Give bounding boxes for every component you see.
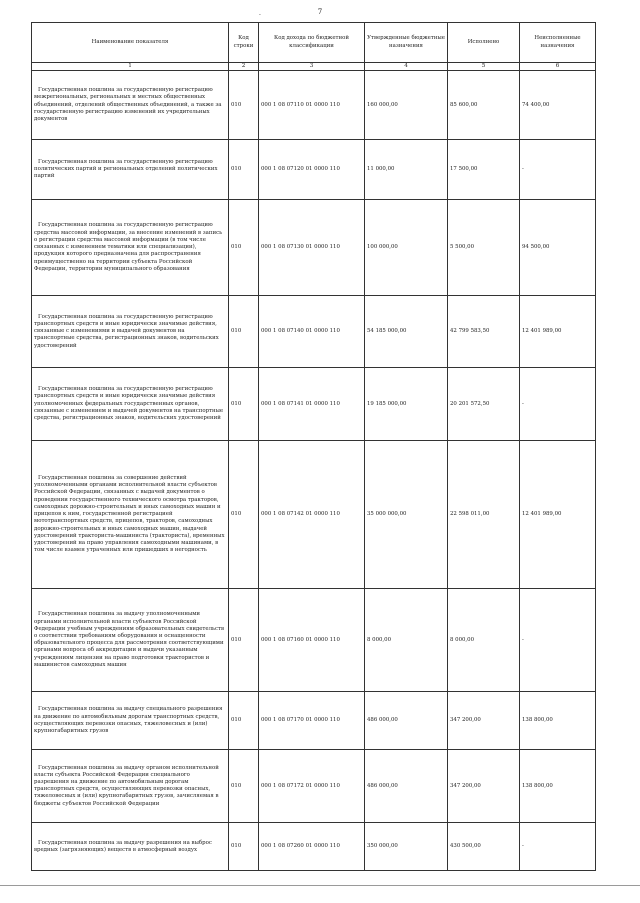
row-approved: 11 000,00 bbox=[365, 140, 448, 200]
row-budget-code: 000 1 08 07130 01 0000 110 bbox=[259, 200, 365, 296]
row-unexecuted: 138 800,00 bbox=[520, 692, 596, 750]
table-row bbox=[32, 750, 596, 823]
row-unexecuted: - bbox=[520, 589, 596, 692]
row-unexecuted: 138 800,00 bbox=[520, 750, 596, 823]
row-approved: 486 000,00 bbox=[365, 750, 448, 823]
row-line-code: 010 bbox=[229, 750, 259, 823]
row-unexecuted: 74 400,00 bbox=[520, 71, 596, 140]
column-number: 1 bbox=[32, 63, 229, 71]
row-budget-code: 000 1 08 07172 01 0000 110 bbox=[259, 750, 365, 823]
column-number-row bbox=[32, 63, 596, 71]
table-row bbox=[32, 441, 596, 589]
table-row bbox=[32, 140, 596, 200]
table-row bbox=[32, 296, 596, 368]
row-indicator-name: Государственная пошлина за совершение действий уполномоченными органами исполнительной власти субъектов Российской Федерации, связанных с выдачей документов о проведении государственного технического осмотра тракторов, самоходных дорожно-строительных и иных самоходных машин и прицепов к ним, государственной регистрацией мототранспортных средств, прицепов, тракторов, самоходных дорожно-строительных и иных самоходных машин, выдачей удостоверений тракториста-машиниста (тракториста), временных удостоверений на право управления самоходными машинами, в том числе взамен утраченных или пришедших в негодность bbox=[32, 441, 229, 589]
column-number: 4 bbox=[365, 63, 448, 71]
row-budget-code: 000 1 08 07140 01 0000 110 bbox=[259, 296, 365, 368]
row-approved: 100 000,00 bbox=[365, 200, 448, 296]
row-budget-code: 000 1 08 07170 01 0000 110 bbox=[259, 692, 365, 750]
row-budget-code: 000 1 08 07260 01 0000 110 bbox=[259, 823, 365, 871]
row-approved: 160 000,00 bbox=[365, 71, 448, 140]
table-row bbox=[32, 692, 596, 750]
row-executed: 20 201 572,50 bbox=[448, 368, 520, 441]
row-unexecuted: 94 500,00 bbox=[520, 200, 596, 296]
row-approved: 54 185 000,00 bbox=[365, 296, 448, 368]
row-indicator-name: Государственная пошлина за государственную регистрацию транспортных средств и иные юридически значимые действия, связанные с изменениями и выдачей документов на транспортные средства, регистрационных знаков, водительских удостоверений bbox=[32, 296, 229, 368]
row-budget-code: 000 1 08 07141 01 0000 110 bbox=[259, 368, 365, 441]
row-executed: 5 500,00 bbox=[448, 200, 520, 296]
table-header-row bbox=[32, 23, 596, 63]
column-number: 5 bbox=[448, 63, 520, 71]
table-row bbox=[32, 368, 596, 441]
row-approved: 8 000,00 bbox=[365, 589, 448, 692]
table-row bbox=[32, 823, 596, 871]
row-line-code: 010 bbox=[229, 296, 259, 368]
table-row bbox=[32, 589, 596, 692]
row-indicator-name: Государственная пошлина за государственную регистрацию межрегиональных, региональных и местных общественных объединений, отделений общественных объединений, а также за государственную регистрацию изменений их учредительных документов bbox=[32, 71, 229, 140]
row-executed: 85 600,00 bbox=[448, 71, 520, 140]
header-line-code: Код строки bbox=[229, 23, 259, 63]
column-number: 6 bbox=[520, 63, 596, 71]
row-indicator-name: Государственная пошлина за выдачу специального разрешения на движение по автомобильным дорогам транспортных средств, осуществляющих перевозки опасных, тяжеловесных и (или) крупногабаритных грузов bbox=[32, 692, 229, 750]
row-line-code: 010 bbox=[229, 71, 259, 140]
header-approved-appropriations: Утвержденные бюджетные назначения bbox=[365, 23, 448, 63]
row-unexecuted: - bbox=[520, 368, 596, 441]
row-indicator-name: Государственная пошлина за государственную регистрацию транспортных средств и иные юридически значимые действия уполномоченных федеральных государственных органов, связанные с изменением и выдачей документов на транспортные средства, регистрационных знаков, водительских удостоверений bbox=[32, 368, 229, 441]
row-line-code: 010 bbox=[229, 368, 259, 441]
row-executed: 347 200,00 bbox=[448, 750, 520, 823]
row-indicator-name: Государственная пошлина за выдачу разрешения на выброс вредных (загрязняющих) веществ в атмосферный воздух bbox=[32, 823, 229, 871]
row-executed: 22 598 011,00 bbox=[448, 441, 520, 589]
row-line-code: 010 bbox=[229, 441, 259, 589]
row-line-code: 010 bbox=[229, 200, 259, 296]
column-number: 2 bbox=[229, 63, 259, 71]
page-number: 7 bbox=[317, 8, 323, 16]
row-executed: 347 200,00 bbox=[448, 692, 520, 750]
table-row bbox=[32, 200, 596, 296]
row-line-code: 010 bbox=[229, 589, 259, 692]
header-executed: Исполнено bbox=[448, 23, 520, 63]
row-approved: 35 000 000,00 bbox=[365, 441, 448, 589]
row-approved: 350 000,00 bbox=[365, 823, 448, 871]
row-executed: 42 799 583,50 bbox=[448, 296, 520, 368]
row-unexecuted: 12 401 989,00 bbox=[520, 296, 596, 368]
row-executed: 17 500,00 bbox=[448, 140, 520, 200]
row-indicator-name: Государственная пошлина за государственную регистрацию средства массовой информации, за внесение изменений в запись о регистрации средства массовой информации (в том числе связанных с изменением тематики или специализации), продукция которого предназначена для распространения преимущественно на территории субъекта Российской Федерации, территории муниципального образования bbox=[32, 200, 229, 296]
row-line-code: 010 bbox=[229, 140, 259, 200]
row-executed: 430 500,00 bbox=[448, 823, 520, 871]
income-report-table bbox=[31, 22, 596, 871]
table-row bbox=[32, 71, 596, 140]
row-budget-code: 000 1 08 07110 01 0000 110 bbox=[259, 71, 365, 140]
page-mark: . bbox=[259, 10, 261, 17]
row-line-code: 010 bbox=[229, 692, 259, 750]
row-budget-code: 000 1 08 07142 01 0000 110 bbox=[259, 441, 365, 589]
row-budget-code: 000 1 08 07160 01 0000 110 bbox=[259, 589, 365, 692]
row-executed: 8 000,00 bbox=[448, 589, 520, 692]
row-unexecuted: - bbox=[520, 823, 596, 871]
row-budget-code: 000 1 08 07120 01 0000 110 bbox=[259, 140, 365, 200]
row-indicator-name: Государственная пошлина за государственную регистрацию политических партий и региональных отделений политических партий bbox=[32, 140, 229, 200]
row-indicator-name: Государственная пошлина за выдачу органом исполнительной власти субъекта Российской Федерации специального разрешения на движение по автомобильным дорогам транспортных средств, осуществляющих перевозки опасных, тяжеловесных и (или) крупногабаритных грузов, зачисляемая в бюджеты субъектов Российской Федерации bbox=[32, 750, 229, 823]
row-unexecuted: - bbox=[520, 140, 596, 200]
header-budget-classification-code: Код дохода по бюджетной классификации bbox=[259, 23, 365, 63]
row-indicator-name: Государственная пошлина за выдачу уполномоченными органами исполнительной власти субъектов Российской Федерации учебным учреждениям образовательных свидетельств о соответствии требованиям оборудования и оснащенности образовательного процесса для рассмотрения соответствующими органами вопроса об аккредитации и выдачи указанным учреждениям лицензии на право подготовки трактористов и машинистов самоходных машин bbox=[32, 589, 229, 692]
row-approved: 486 000,00 bbox=[365, 692, 448, 750]
header-unexecuted-appropriations: Неисполненные назначения bbox=[520, 23, 596, 63]
row-line-code: 010 bbox=[229, 823, 259, 871]
page-bottom-rule bbox=[0, 885, 640, 886]
column-number: 3 bbox=[259, 63, 365, 71]
row-approved: 19 185 000,00 bbox=[365, 368, 448, 441]
header-indicator-name: Наименование показателя bbox=[32, 23, 229, 63]
row-unexecuted: 12 401 989,00 bbox=[520, 441, 596, 589]
